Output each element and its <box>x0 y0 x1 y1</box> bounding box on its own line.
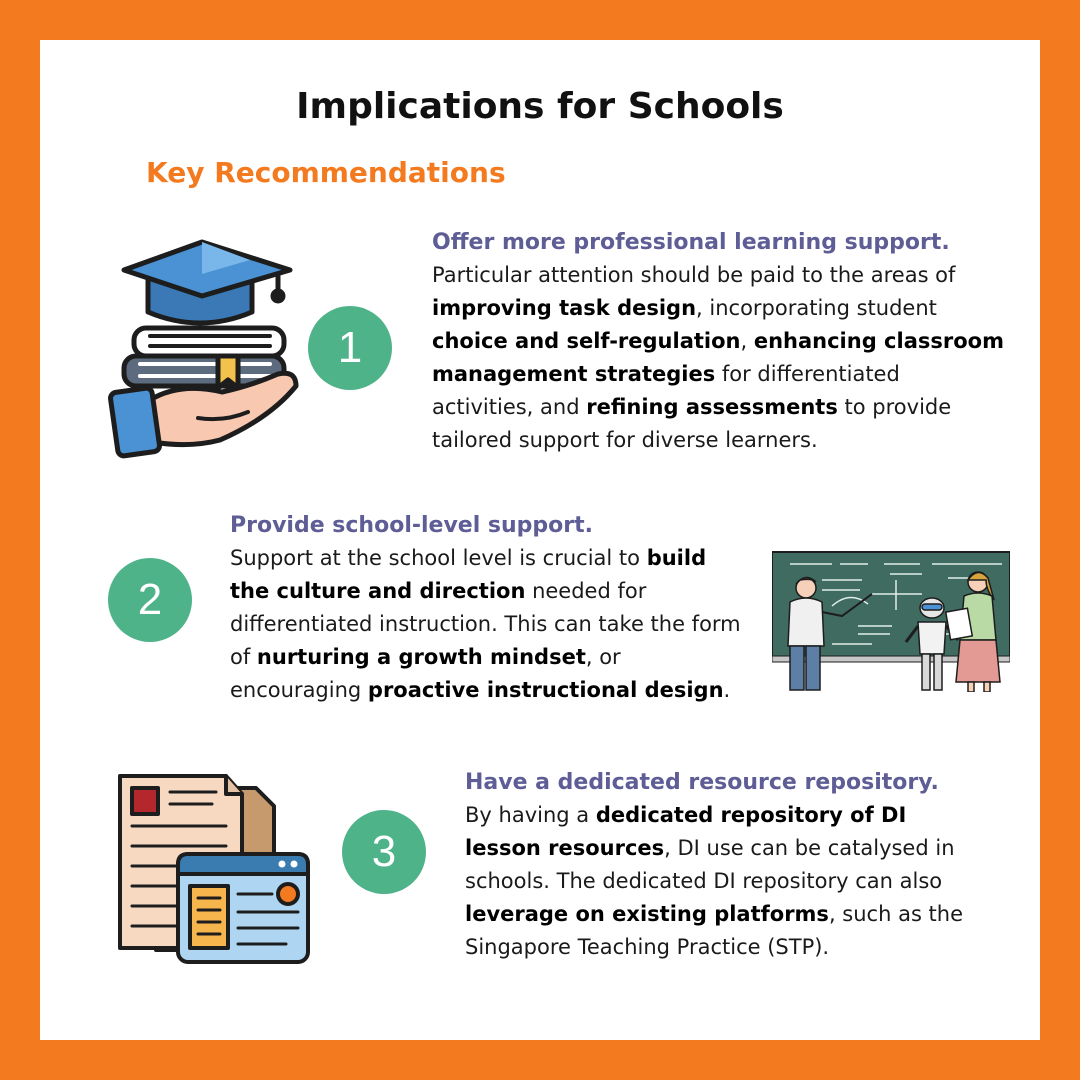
emphasis-text: management strategies <box>432 362 716 386</box>
body-text: schools. The dedicated DI repository can also <box>465 869 943 893</box>
body-text: of <box>230 645 257 669</box>
emphasis-text: nurturing a growth mindset <box>256 645 586 669</box>
page-title: Implications for Schools <box>296 86 784 127</box>
recommendation-heading: Provide school-level support. <box>230 513 594 538</box>
emphasis-text: the culture and direction <box>230 579 526 603</box>
body-line <box>230 608 741 641</box>
teachers-robot-chalkboard-illustration <box>772 550 1010 692</box>
recommendation-number-badge: 2 <box>108 558 192 642</box>
body-text: , <box>740 329 754 353</box>
graduation-cap-books-hand-icon <box>100 230 300 460</box>
body-text: , incorporating student <box>696 296 937 320</box>
recommendation-heading: Have a dedicated resource repository. <box>465 770 939 795</box>
body-text: for differentiated <box>715 362 900 386</box>
body-line <box>465 799 963 832</box>
body-text: to provide <box>837 395 952 419</box>
emphasis-text: enhancing classroom <box>753 329 1004 353</box>
body-text: Particular attention should be paid to the areas of <box>432 263 956 287</box>
body-line <box>465 898 963 931</box>
body-line <box>432 424 1004 457</box>
emphasis-text: lesson resources <box>465 836 665 860</box>
body-line <box>432 292 1004 325</box>
recommendation-number-badge: 1 <box>308 306 392 390</box>
recommendation-body <box>432 259 1004 457</box>
emphasis-text: dedicated repository of DI <box>595 803 907 827</box>
body-line <box>465 832 963 865</box>
body-text: By having a <box>465 803 596 827</box>
body-line <box>230 575 741 608</box>
recommendation-body <box>230 542 741 707</box>
emphasis-text: proactive instructional design <box>367 678 724 702</box>
documents-browser-window-icon <box>116 770 316 970</box>
emphasis-text: refining assessments <box>586 395 838 419</box>
emphasis-text: improving task design <box>432 296 697 320</box>
section-subtitle: Key Recommendations <box>146 156 506 189</box>
emphasis-text: build <box>646 546 707 570</box>
recommendation-heading: Offer more professional learning support. <box>432 230 950 255</box>
body-text: . <box>723 678 731 702</box>
body-line <box>465 865 963 898</box>
body-text: Singapore Teaching Practice (STP). <box>465 935 830 959</box>
body-line <box>432 391 1004 424</box>
body-text: , such as the <box>828 902 964 926</box>
body-line <box>465 931 963 964</box>
recommendation-number-badge: 3 <box>342 810 426 894</box>
body-text: , or <box>585 645 621 669</box>
body-text: encouraging <box>230 678 368 702</box>
infographic-card <box>40 40 1040 1040</box>
recommendation-3 <box>465 767 963 964</box>
recommendation-1 <box>432 227 1004 457</box>
body-text: needed for <box>525 579 647 603</box>
body-line <box>230 542 741 575</box>
body-line <box>432 325 1004 358</box>
body-text: differentiated instruction. This can take the form <box>230 612 741 636</box>
body-line <box>230 674 741 707</box>
body-text: tailored support for diverse learners. <box>432 428 818 452</box>
body-line <box>230 641 741 674</box>
recommendation-2 <box>230 510 741 707</box>
body-line <box>432 259 1004 292</box>
emphasis-text: choice and self-regulation <box>432 329 741 353</box>
body-text: , DI use can be catalysed in <box>664 836 955 860</box>
body-text: Support at the school level is crucial to <box>230 546 647 570</box>
recommendation-body <box>465 799 963 964</box>
emphasis-text: leverage on existing platforms <box>465 902 829 926</box>
body-line <box>432 358 1004 391</box>
body-text: activities, and <box>432 395 587 419</box>
